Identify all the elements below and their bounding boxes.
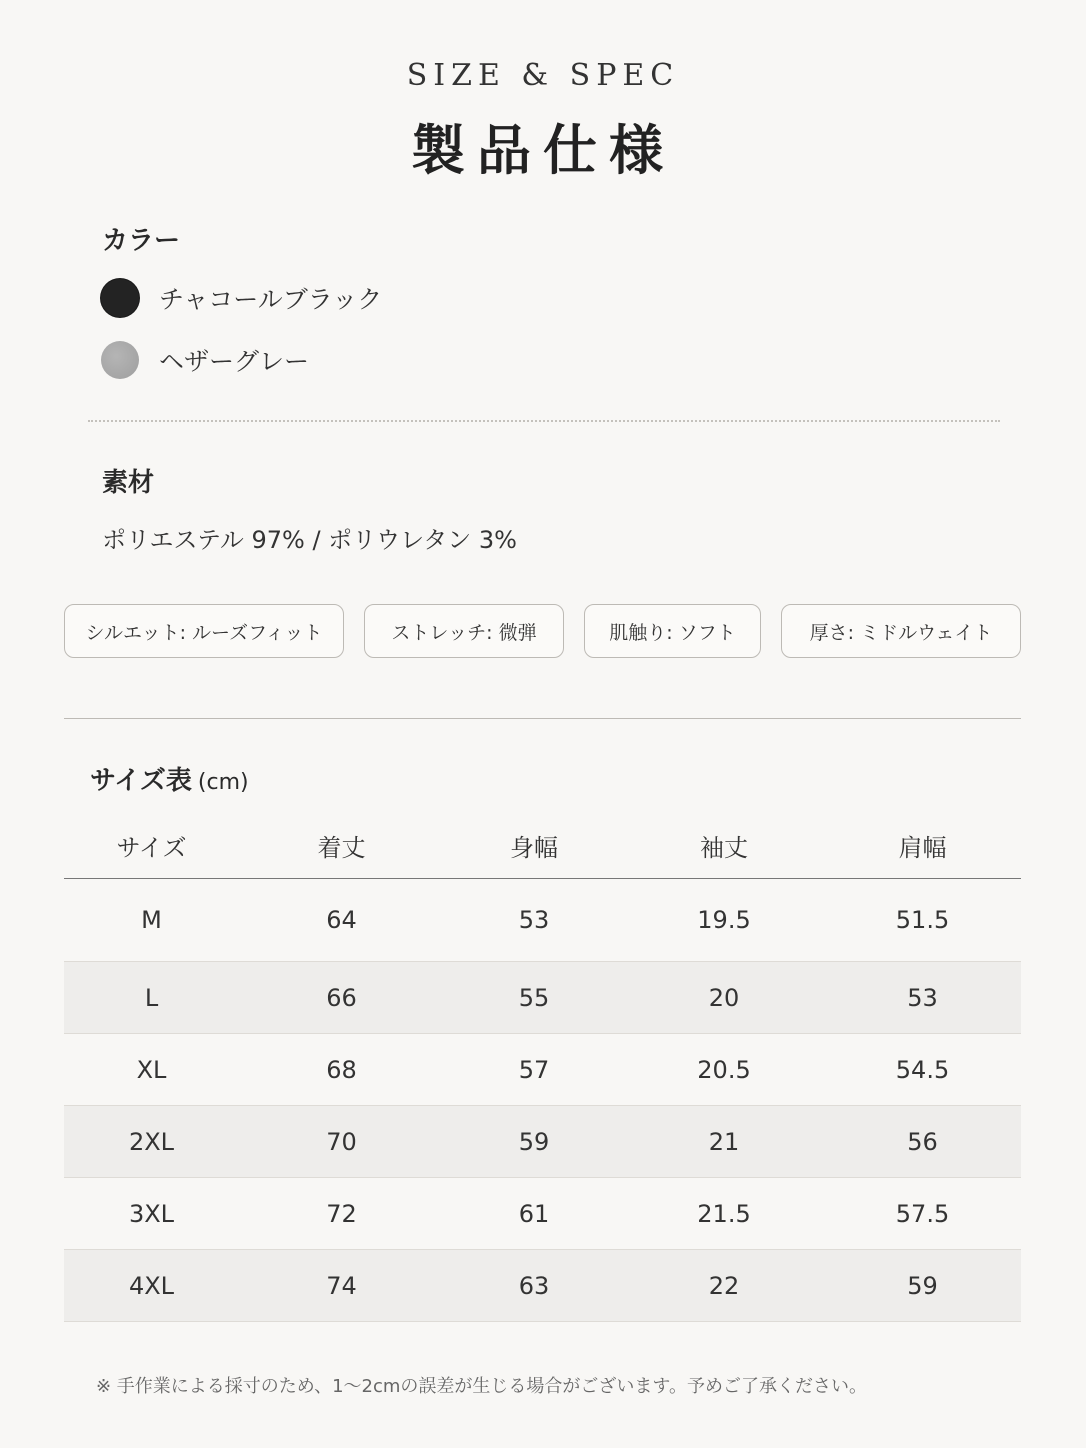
cell-shoulder: 54.5 <box>895 1055 950 1084</box>
cell-size: 4XL <box>128 1271 175 1300</box>
cell-shoulder: 59 <box>907 1271 938 1300</box>
chip-silhouette: シルエット: ルーズフィット <box>64 604 344 658</box>
cell-length: 72 <box>326 1199 357 1228</box>
cell-width: 59 <box>518 1127 550 1156</box>
header-width: 身幅 <box>510 833 558 862</box>
color-label: チャコールブラック <box>159 285 383 314</box>
color-option-heather-gray <box>101 340 309 380</box>
cell-size: 2XL <box>128 1127 175 1156</box>
cell-size: L <box>144 983 159 1012</box>
header-shoulder: 肩幅 <box>898 833 947 862</box>
chip-stretch: ストレッチ: 微弾 <box>364 604 564 658</box>
cell-size: M <box>141 906 162 934</box>
header-length: 着丈 <box>317 833 366 862</box>
cell-length: 70 <box>326 1127 357 1156</box>
cell-length: 64 <box>326 906 357 934</box>
table-row <box>64 1178 1021 1250</box>
cell-width: 53 <box>518 906 550 934</box>
eyebrow-text: SIZE & SPEC <box>406 58 680 93</box>
cell-shoulder: 51.5 <box>895 906 950 934</box>
cell-size: 3XL <box>128 1199 175 1228</box>
swatch-heather-gray <box>101 341 139 379</box>
cell-shoulder: 53 <box>907 983 938 1012</box>
dotted-divider <box>88 420 1000 422</box>
cell-length: 66 <box>326 983 357 1012</box>
material-section-label: 素材 <box>102 468 155 498</box>
cell-length: 68 <box>326 1055 357 1084</box>
table-row <box>64 1106 1021 1178</box>
color-label: ヘザーグレー <box>159 347 310 376</box>
material-value: ポリエステル 97% / ポリウレタン 3% <box>102 526 517 554</box>
table-row <box>64 1034 1021 1106</box>
feature-chips <box>64 604 1021 660</box>
cell-sleeve: 21 <box>708 1127 740 1156</box>
cell-sleeve: 20.5 <box>697 1055 751 1084</box>
section-divider <box>64 718 1021 719</box>
chip-thickness: 厚さ: ミドルウェイト <box>781 604 1021 658</box>
size-table <box>64 812 1021 1322</box>
color-option-charcoal-black <box>101 278 382 318</box>
page-title: 製品仕様 <box>411 119 675 182</box>
cell-sleeve: 22 <box>708 1271 740 1300</box>
table-row <box>64 1250 1021 1322</box>
size-table-heading <box>90 760 249 797</box>
cell-shoulder: 56 <box>907 1127 938 1156</box>
cell-sleeve: 21.5 <box>697 1199 751 1228</box>
cell-width: 57 <box>518 1055 550 1084</box>
cell-length: 74 <box>326 1271 357 1300</box>
table-header <box>64 812 1021 879</box>
table-row <box>64 962 1021 1034</box>
header-sleeve: 袖丈 <box>700 833 748 862</box>
cell-size: XL <box>136 1055 167 1084</box>
cell-sleeve: 20 <box>708 983 740 1012</box>
table-row <box>64 879 1021 962</box>
swatch-charcoal-black <box>101 279 139 317</box>
chip-texture: 肌触り: ソフト <box>584 604 761 658</box>
cell-width: 55 <box>518 983 550 1012</box>
cell-width: 61 <box>518 1199 550 1228</box>
color-section-label: カラー <box>102 226 181 256</box>
header-size: サイズ <box>116 833 187 862</box>
size-table-title: サイズ表 <box>90 766 192 796</box>
measurement-note: ※ 手作業による採寸のため、1〜2cmの誤差が生じる場合がございます。予めご了承ください。 <box>96 1376 867 1397</box>
cell-sleeve: 19.5 <box>697 906 751 934</box>
cell-width: 63 <box>518 1271 550 1300</box>
size-table-unit: (cm) <box>197 770 249 795</box>
cell-shoulder: 57.5 <box>895 1199 950 1228</box>
